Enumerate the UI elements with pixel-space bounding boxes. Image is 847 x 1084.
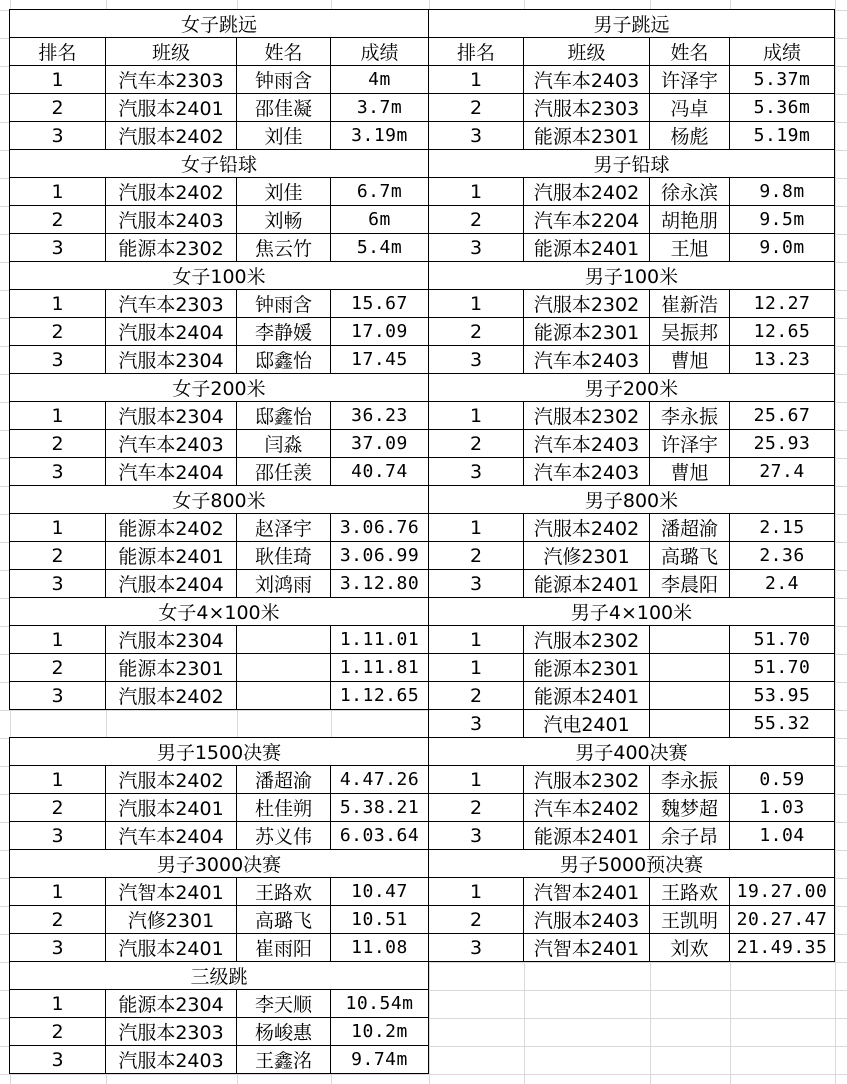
class-cell[interactable]: 汽服本2402 — [105, 121, 237, 150]
class-cell[interactable]: 汽修2301 — [105, 905, 237, 934]
name-cell[interactable] — [649, 653, 730, 682]
class-cell[interactable]: 汽服本2302 — [523, 765, 650, 794]
score-cell[interactable]: 1.04 — [729, 821, 835, 850]
name-cell[interactable] — [649, 681, 730, 710]
column-header-name[interactable]: 姓名 — [236, 37, 331, 66]
score-cell[interactable]: 10.54m — [330, 989, 429, 1018]
score-cell[interactable]: 53.95 — [729, 681, 835, 710]
name-cell[interactable]: 耿佳琦 — [236, 541, 331, 570]
name-cell[interactable]: 李永振 — [649, 765, 730, 794]
rank-cell[interactable]: 1 — [9, 65, 106, 94]
score-cell[interactable]: 1.12.65 — [330, 681, 429, 710]
name-cell[interactable]: 曹旭 — [649, 457, 730, 486]
name-cell[interactable]: 邸鑫怡 — [236, 345, 331, 374]
event-title[interactable]: 男子400决赛 — [428, 737, 835, 766]
score-cell[interactable]: 5.36m — [729, 93, 835, 122]
event-title[interactable]: 女子铅球 — [9, 149, 429, 178]
score-cell[interactable]: 13.23 — [729, 345, 835, 374]
rank-cell[interactable]: 1 — [428, 513, 524, 542]
event-title[interactable]: 女子100米 — [9, 261, 429, 290]
score-cell[interactable]: 1.03 — [729, 793, 835, 822]
score-cell[interactable]: 12.27 — [729, 289, 835, 318]
name-cell[interactable]: 王路欢 — [649, 877, 730, 906]
score-cell[interactable]: 5.38.21 — [330, 793, 429, 822]
score-cell[interactable]: 6m — [330, 205, 429, 234]
score-cell[interactable]: 0.59 — [729, 765, 835, 794]
class-cell[interactable]: 汽智本2401 — [105, 877, 237, 906]
score-cell[interactable]: 25.93 — [729, 429, 835, 458]
event-title[interactable]: 女子200米 — [9, 373, 429, 402]
score-cell[interactable]: 20.27.47 — [729, 905, 835, 934]
column-header-rank[interactable]: 排名 — [428, 37, 524, 66]
class-cell[interactable]: 汽车本2303 — [105, 289, 237, 318]
class-cell[interactable]: 汽服本2401 — [105, 793, 237, 822]
rank-cell[interactable]: 3 — [9, 569, 106, 598]
class-cell[interactable]: 汽服本2303 — [105, 1017, 237, 1046]
name-cell[interactable]: 刘佳 — [236, 177, 331, 206]
name-cell[interactable] — [649, 709, 730, 738]
rank-cell[interactable]: 3 — [428, 121, 524, 150]
class-cell[interactable]: 汽服本2402 — [105, 681, 237, 710]
class-cell[interactable]: 汽车本2403 — [523, 457, 650, 486]
score-cell[interactable]: 3.12.80 — [330, 569, 429, 598]
class-cell[interactable]: 能源本2401 — [523, 569, 650, 598]
name-cell[interactable]: 钟雨含 — [236, 65, 331, 94]
score-cell[interactable]: 4.47.26 — [330, 765, 429, 794]
score-cell[interactable]: 9.0m — [729, 233, 835, 262]
rank-cell[interactable]: 2 — [9, 905, 106, 934]
rank-cell[interactable]: 3 — [428, 709, 524, 738]
class-cell[interactable]: 汽服本2404 — [105, 569, 237, 598]
name-cell[interactable]: 李天顺 — [236, 989, 331, 1018]
event-title[interactable]: 男子1500决赛 — [9, 737, 429, 766]
name-cell[interactable]: 杨峻惠 — [236, 1017, 331, 1046]
name-cell[interactable] — [236, 625, 331, 654]
class-cell[interactable]: 汽服本2402 — [105, 765, 237, 794]
class-cell[interactable]: 能源本2401 — [523, 681, 650, 710]
name-cell[interactable]: 吴振邦 — [649, 317, 730, 346]
class-cell[interactable]: 能源本2302 — [105, 233, 237, 262]
name-cell[interactable]: 曹旭 — [649, 345, 730, 374]
rank-cell[interactable]: 1 — [428, 765, 524, 794]
rank-cell[interactable]: 2 — [9, 93, 106, 122]
rank-cell[interactable]: 2 — [9, 317, 106, 346]
score-cell[interactable]: 5.4m — [330, 233, 429, 262]
name-cell[interactable]: 王凯明 — [649, 905, 730, 934]
class-cell[interactable]: 汽服本2402 — [105, 177, 237, 206]
name-cell[interactable]: 潘超渝 — [236, 765, 331, 794]
gridline-vertical — [835, 0, 836, 1084]
name-cell[interactable]: 冯卓 — [649, 93, 730, 122]
name-cell[interactable]: 苏义伟 — [236, 821, 331, 850]
score-cell[interactable]: 12.65 — [729, 317, 835, 346]
name-cell[interactable]: 钟雨含 — [236, 289, 331, 318]
score-cell[interactable]: 3.06.99 — [330, 541, 429, 570]
rank-cell[interactable]: 3 — [428, 821, 524, 850]
class-cell[interactable]: 汽服本2403 — [523, 905, 650, 934]
rank-cell[interactable]: 3 — [9, 933, 106, 962]
event-title[interactable]: 男子铅球 — [428, 149, 835, 178]
score-cell[interactable]: 27.4 — [729, 457, 835, 486]
class-cell[interactable]: 汽服本2401 — [105, 93, 237, 122]
class-cell[interactable]: 汽服本2404 — [105, 317, 237, 346]
class-cell[interactable]: 能源本2301 — [105, 653, 237, 682]
rank-cell[interactable]: 2 — [428, 317, 524, 346]
score-cell[interactable]: 3.06.76 — [330, 513, 429, 542]
rank-cell[interactable]: 3 — [428, 569, 524, 598]
class-cell[interactable]: 汽修2301 — [523, 541, 650, 570]
rank-cell[interactable]: 3 — [9, 821, 106, 850]
class-cell[interactable]: 汽车本2403 — [523, 65, 650, 94]
rank-cell[interactable]: 3 — [9, 1045, 106, 1074]
class-cell[interactable]: 能源本2401 — [523, 233, 650, 262]
class-cell[interactable]: 能源本2401 — [523, 821, 650, 850]
name-cell[interactable]: 杨彪 — [649, 121, 730, 150]
class-cell[interactable]: 汽服本2302 — [523, 289, 650, 318]
class-cell[interactable]: 汽服本2403 — [105, 205, 237, 234]
name-cell[interactable]: 魏梦超 — [649, 793, 730, 822]
event-title[interactable]: 三级跳 — [9, 961, 429, 990]
event-title[interactable]: 男子4×100米 — [428, 597, 835, 626]
class-cell[interactable]: 能源本2401 — [105, 541, 237, 570]
name-cell[interactable]: 潘超渝 — [649, 513, 730, 542]
class-cell[interactable]: 汽服本2402 — [523, 177, 650, 206]
score-cell[interactable]: 4m — [330, 65, 429, 94]
event-title[interactable]: 男子5000预决赛 — [428, 849, 835, 878]
score-cell[interactable]: 2.4 — [729, 569, 835, 598]
rank-cell[interactable]: 3 — [9, 345, 106, 374]
rank-cell[interactable]: 1 — [9, 765, 106, 794]
score-cell[interactable]: 1.11.81 — [330, 653, 429, 682]
class-cell[interactable]: 汽服本2304 — [105, 625, 237, 654]
name-cell[interactable]: 李晨阳 — [649, 569, 730, 598]
rank-cell[interactable]: 3 — [428, 345, 524, 374]
class-cell[interactable]: 汽服本2403 — [105, 1045, 237, 1074]
rank-cell[interactable]: 2 — [428, 541, 524, 570]
class-cell[interactable]: 汽服本2304 — [105, 401, 237, 430]
class-cell[interactable]: 汽车本2403 — [523, 345, 650, 374]
rank-cell[interactable]: 1 — [9, 177, 106, 206]
rank-cell[interactable]: 1 — [428, 177, 524, 206]
name-cell[interactable]: 许泽宇 — [649, 65, 730, 94]
score-cell[interactable]: 55.32 — [729, 709, 835, 738]
class-cell[interactable]: 汽车本2404 — [105, 821, 237, 850]
event-title[interactable]: 男子200米 — [428, 373, 835, 402]
rank-cell[interactable]: 3 — [428, 933, 524, 962]
class-cell[interactable]: 能源本2301 — [523, 317, 650, 346]
score-cell[interactable]: 9.5m — [729, 205, 835, 234]
score-cell[interactable]: 21.49.35 — [729, 933, 835, 962]
rank-cell[interactable]: 3 — [9, 233, 106, 262]
score-cell[interactable]: 17.45 — [330, 345, 429, 374]
rank-cell[interactable]: 1 — [9, 513, 106, 542]
class-cell[interactable]: 能源本2301 — [523, 653, 650, 682]
score-cell[interactable]: 5.19m — [729, 121, 835, 150]
score-cell[interactable]: 6.03.64 — [330, 821, 429, 850]
rank-cell[interactable]: 2 — [9, 1017, 106, 1046]
column-header-class[interactable]: 班级 — [523, 37, 650, 66]
class-cell[interactable]: 能源本2402 — [105, 513, 237, 542]
score-cell[interactable]: 10.51 — [330, 905, 429, 934]
rank-cell[interactable]: 2 — [9, 793, 106, 822]
class-cell[interactable]: 汽服本2303 — [523, 93, 650, 122]
rank-cell[interactable]: 2 — [9, 541, 106, 570]
name-cell[interactable] — [649, 625, 730, 654]
name-cell[interactable]: 崔雨阳 — [236, 933, 331, 962]
name-cell[interactable]: 刘佳 — [236, 121, 331, 150]
score-cell[interactable]: 5.37m — [729, 65, 835, 94]
score-cell[interactable]: 51.70 — [729, 625, 835, 654]
class-cell[interactable]: 汽车本2204 — [523, 205, 650, 234]
name-cell[interactable]: 赵泽宇 — [236, 513, 331, 542]
event-title[interactable]: 男子跳远 — [428, 9, 835, 38]
column-header-rank[interactable]: 排名 — [9, 37, 106, 66]
column-header-score[interactable]: 成绩 — [729, 37, 835, 66]
name-cell[interactable]: 李静媛 — [236, 317, 331, 346]
name-cell[interactable]: 王旭 — [649, 233, 730, 262]
name-cell[interactable]: 许泽宇 — [649, 429, 730, 458]
rank-cell[interactable]: 2 — [9, 429, 106, 458]
rank-cell[interactable]: 1 — [428, 289, 524, 318]
class-cell[interactable]: 能源本2301 — [523, 121, 650, 150]
name-cell[interactable]: 邸鑫怡 — [236, 401, 331, 430]
class-cell[interactable]: 汽智本2401 — [523, 933, 650, 962]
class-cell[interactable]: 汽车本2403 — [105, 429, 237, 458]
rank-cell[interactable]: 2 — [428, 429, 524, 458]
name-cell[interactable]: 邵任羡 — [236, 457, 331, 486]
score-cell[interactable]: 25.67 — [729, 401, 835, 430]
name-cell[interactable]: 刘畅 — [236, 205, 331, 234]
event-title[interactable]: 男子800米 — [428, 485, 835, 514]
score-cell[interactable]: 9.8m — [729, 177, 835, 206]
rank-cell[interactable]: 1 — [428, 625, 524, 654]
rank-cell[interactable]: 2 — [9, 653, 106, 682]
column-header-score[interactable]: 成绩 — [330, 37, 429, 66]
rank-cell[interactable]: 1 — [428, 65, 524, 94]
rank-cell[interactable]: 2 — [428, 93, 524, 122]
class-cell[interactable]: 能源本2304 — [105, 989, 237, 1018]
rank-cell[interactable]: 1 — [9, 989, 106, 1018]
rank-cell[interactable]: 3 — [428, 457, 524, 486]
score-cell[interactable]: 1.11.01 — [330, 625, 429, 654]
class-cell[interactable]: 汽车本2403 — [523, 429, 650, 458]
score-cell[interactable]: 19.27.00 — [729, 877, 835, 906]
class-cell[interactable]: 汽车本2303 — [105, 65, 237, 94]
rank-cell[interactable]: 3 — [9, 681, 106, 710]
rank-cell[interactable]: 1 — [428, 877, 524, 906]
name-cell[interactable]: 崔新浩 — [649, 289, 730, 318]
name-cell[interactable]: 刘鸿雨 — [236, 569, 331, 598]
name-cell[interactable]: 余子昂 — [649, 821, 730, 850]
name-cell[interactable]: 徐永滨 — [649, 177, 730, 206]
name-cell[interactable]: 高璐飞 — [236, 905, 331, 934]
name-cell[interactable]: 杜佳朔 — [236, 793, 331, 822]
name-cell[interactable]: 高璐飞 — [649, 541, 730, 570]
score-cell[interactable]: 10.2m — [330, 1017, 429, 1046]
class-cell[interactable]: 汽服本2402 — [523, 513, 650, 542]
score-cell[interactable]: 10.47 — [330, 877, 429, 906]
score-cell[interactable]: 3.19m — [330, 121, 429, 150]
name-cell[interactable]: 闫淼 — [236, 429, 331, 458]
score-cell[interactable]: 36.23 — [330, 401, 429, 430]
score-cell[interactable]: 11.08 — [330, 933, 429, 962]
class-cell[interactable]: 汽服本2401 — [105, 933, 237, 962]
score-cell[interactable]: 17.09 — [330, 317, 429, 346]
class-cell[interactable]: 汽服本2302 — [523, 401, 650, 430]
score-cell[interactable]: 2.36 — [729, 541, 835, 570]
name-cell[interactable]: 刘欢 — [649, 933, 730, 962]
name-cell[interactable]: 焦云竹 — [236, 233, 331, 262]
score-cell[interactable]: 15.67 — [330, 289, 429, 318]
event-title[interactable]: 男子100米 — [428, 261, 835, 290]
rank-cell[interactable]: 1 — [9, 877, 106, 906]
event-title[interactable]: 女子4×100米 — [9, 597, 429, 626]
rank-cell[interactable]: 2 — [428, 205, 524, 234]
column-header-name[interactable]: 姓名 — [649, 37, 730, 66]
event-title[interactable]: 女子跳远 — [9, 9, 429, 38]
rank-cell[interactable]: 2 — [428, 905, 524, 934]
score-cell[interactable]: 9.74m — [330, 1045, 429, 1074]
name-cell[interactable]: 王鑫洺 — [236, 1045, 331, 1074]
name-cell[interactable] — [236, 681, 331, 710]
rank-cell[interactable]: 1 — [428, 653, 524, 682]
class-cell[interactable]: 汽电2401 — [523, 709, 650, 738]
rank-cell[interactable]: 3 — [428, 233, 524, 262]
event-title[interactable]: 女子800米 — [9, 485, 429, 514]
score-cell[interactable]: 6.7m — [330, 177, 429, 206]
rank-cell[interactable]: 3 — [9, 457, 106, 486]
score-cell[interactable]: 3.7m — [330, 93, 429, 122]
rank-cell[interactable]: 1 — [428, 401, 524, 430]
score-cell[interactable]: 40.74 — [330, 457, 429, 486]
name-cell[interactable]: 胡艳朋 — [649, 205, 730, 234]
rank-cell[interactable]: 2 — [428, 681, 524, 710]
event-title[interactable]: 男子3000决赛 — [9, 849, 429, 878]
name-cell[interactable] — [236, 653, 331, 682]
name-cell[interactable]: 李永振 — [649, 401, 730, 430]
rank-cell[interactable]: 2 — [9, 205, 106, 234]
class-cell[interactable]: 汽服本2304 — [105, 345, 237, 374]
column-header-class[interactable]: 班级 — [105, 37, 237, 66]
class-cell[interactable]: 汽服本2302 — [523, 625, 650, 654]
gridline-horizontal — [0, 1074, 847, 1075]
score-cell[interactable]: 2.15 — [729, 513, 835, 542]
rank-cell[interactable]: 3 — [9, 121, 106, 150]
class-cell[interactable]: 汽车本2402 — [523, 793, 650, 822]
rank-cell[interactable]: 1 — [9, 401, 106, 430]
class-cell[interactable]: 汽车本2404 — [105, 457, 237, 486]
name-cell[interactable]: 王路欢 — [236, 877, 331, 906]
class-cell[interactable]: 汽智本2401 — [523, 877, 650, 906]
rank-cell[interactable]: 2 — [428, 793, 524, 822]
rank-cell[interactable]: 1 — [9, 289, 106, 318]
score-cell[interactable]: 37.09 — [330, 429, 429, 458]
name-cell[interactable]: 邵佳凝 — [236, 93, 331, 122]
rank-cell[interactable]: 1 — [9, 625, 106, 654]
score-cell[interactable]: 51.70 — [729, 653, 835, 682]
